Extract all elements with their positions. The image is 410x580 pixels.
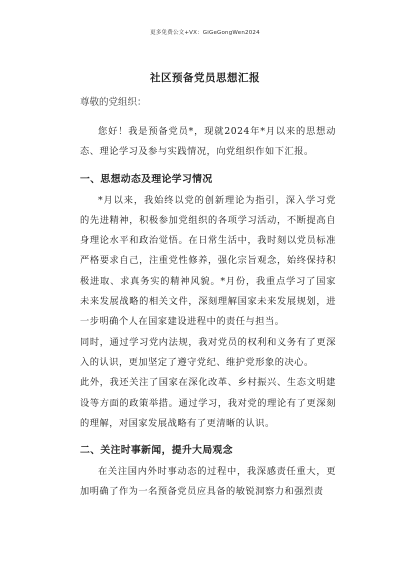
section-2-heading: 二、关注时事新闻，提升大局观念 xyxy=(80,445,233,457)
document-body xyxy=(80,94,336,503)
section-1-paragraph: 同时，通过学习党内法规，我对党员的权利和义务有了更深入的认识，更加坚定了遵守党纪、维护党形象的决心。 xyxy=(80,336,336,368)
salutation: 尊敬的党组织： xyxy=(80,97,147,108)
section-1-heading: 一、思想动态及理论学习情况 xyxy=(80,173,213,185)
document-title: 社区预备党员思想汇报 xyxy=(150,72,260,84)
intro-paragraph: 您好！我是预备党员*，现就2024年*月以来的思想动态、理论学习及参与实践情况，向党组织作如下汇报。 xyxy=(80,126,336,158)
section-2-paragraph: 在关注国内外时事动态的过程中，我深感责任重大，更加明确了作为一名预备党员应具备的敏锐洞察力和强烈责 xyxy=(80,466,336,498)
section-1-paragraph: *月以来，我始终以党的创新理论为指引，深入学习党的先进精神，积极参加党组织的各项学习活动，不断提高自身理论水平和政治觉悟。在日常生活中，我时刻以党员标准严格要求自己，注重党性修养，强化宗旨观念，始终保持积极进取、求真务实的精神风貌。*月份，我重点学习了国家未来发展战略的相关文件，深刻理解国家未来发展规划，进一步明确个人在国家建设进程中的责任与担当。 xyxy=(80,194,336,328)
section-1-paragraph: 此外，我还关注了国家在深化改革、乡村振兴、生态文明建设等方面的政策举措。通过学习，我对党的理论有了更深刻的理解，对国家发展战略有了更清晰的认识。 xyxy=(80,377,336,429)
header-note: 更多免费公文+VX：GiGeGongWen2024 xyxy=(150,30,260,36)
